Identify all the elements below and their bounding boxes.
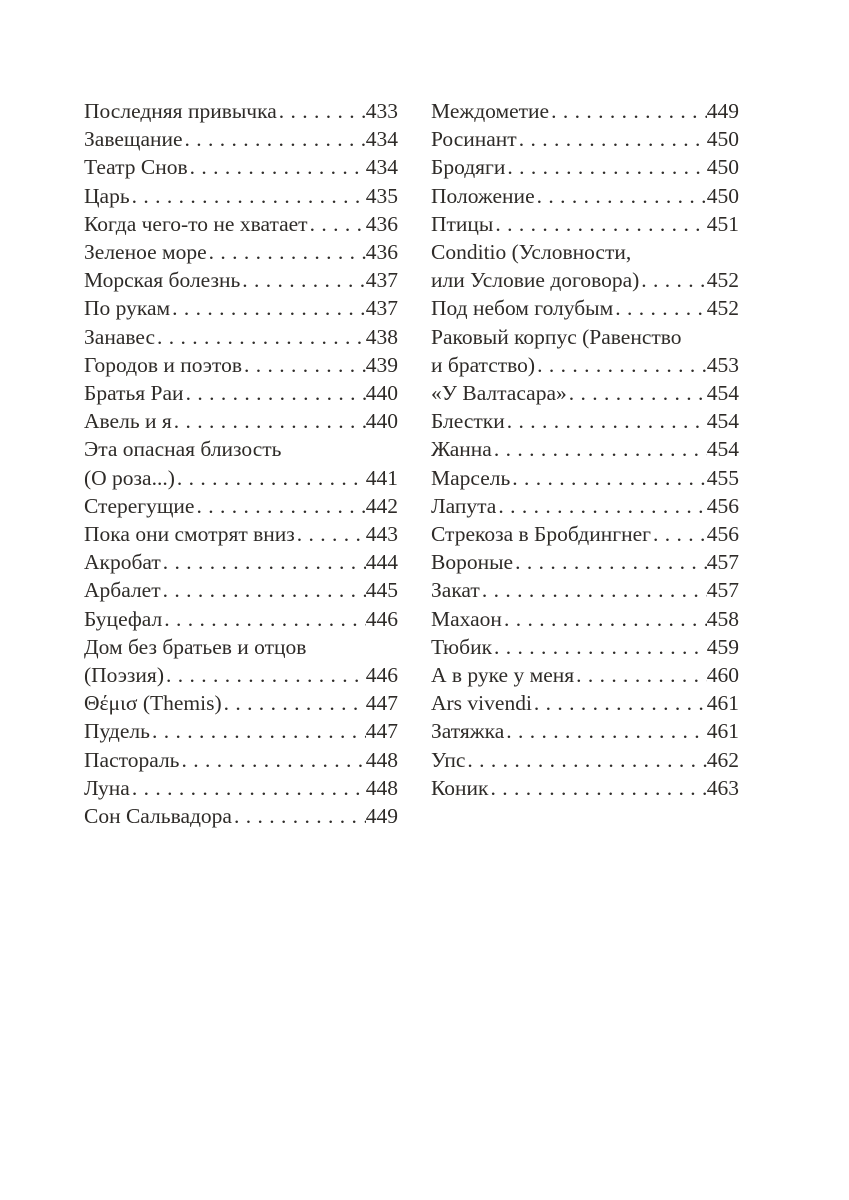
toc-entry [431,238,739,294]
toc-entry-title: Положение [431,183,535,208]
toc-entry-page: 442 [365,493,398,518]
toc-entry-title: (Поэзия) [84,663,164,688]
toc-entry-page: 454 [706,381,739,406]
toc-entry-row [431,266,739,294]
dot-leader [196,492,365,520]
toc-entry [431,633,739,661]
toc-entry-title: Стерегущие [84,493,195,518]
toc-entry [84,520,398,548]
toc-entry-row [84,153,398,181]
toc-entry-page: 447 [365,719,398,744]
dot-leader [512,464,706,492]
toc-entry-title: Царь [84,183,130,208]
toc-entry [431,548,739,576]
toc-entry [84,746,398,774]
toc-entry-title: Вороные [431,550,514,575]
toc-entry-title: Закат [431,578,480,603]
toc-entry-row [431,351,739,379]
toc-entry-page: 433 [365,99,398,123]
toc-entry-page: 446 [365,606,398,631]
dot-leader [157,323,366,351]
dot-leader [506,717,706,745]
toc-entry [84,633,398,689]
dot-leader [177,464,366,492]
toc-entry-row [84,746,398,774]
toc-entry-page: 453 [706,352,739,377]
toc-entry-title: По рукам [84,296,171,321]
dot-leader [569,379,707,407]
toc-entry-row [431,520,739,548]
toc-entry-title: Марсель [431,465,511,490]
dot-leader [132,774,366,802]
toc-entry-row [431,407,739,435]
toc-entry-page: 449 [365,804,398,829]
toc-entry [84,238,398,266]
dot-leader [507,153,706,181]
dot-leader [653,520,707,548]
dot-leader [482,576,707,604]
toc-entry-row [84,379,398,407]
toc-entry-title: Занавес [84,324,156,349]
toc-entry-title-line1: Дом без братьев и отцов [84,634,307,659]
toc-entry-page: 456 [706,522,739,547]
toc-entry [84,379,398,407]
toc-entry-title: Последняя привычка [84,99,277,123]
toc-entry [84,717,398,745]
toc-entry-page: 463 [706,775,739,800]
toc-entry-title: Упс [431,747,466,772]
toc-entry [431,717,739,745]
toc-entry-title: Театр Снов [84,155,188,180]
toc-entry [84,266,398,294]
toc-entry-row [431,379,739,407]
toc-entry [84,210,398,238]
toc-entry-title: Лапута [431,493,497,518]
toc-entry-page: 441 [365,465,398,490]
toc-entry [84,125,398,153]
toc-entry-row [431,492,739,520]
toc-entry-title: Птицы [431,211,494,236]
toc-entry-page: 461 [706,691,739,716]
toc-entry-row [84,97,398,125]
dot-leader [166,661,366,689]
toc-entry-row [431,576,739,604]
toc-entry [431,125,739,153]
dot-leader [504,605,707,633]
dot-leader [190,153,366,181]
toc-entry-row [84,576,398,604]
toc-entry-page: 446 [365,663,398,688]
toc-entry-page: 447 [365,691,398,716]
toc-entry-row [431,97,739,125]
toc-entry-page: 449 [706,99,739,123]
toc-entry-row [431,294,739,322]
toc-entry [431,407,739,435]
toc-entry-row [84,464,398,492]
toc-entry-title: Морская болезнь [84,268,241,293]
toc-entry-title: Θέμισ (Themis) [84,691,222,716]
toc-entry-row [84,238,398,266]
toc-entry-page: 454 [706,409,739,434]
dot-leader [172,294,366,322]
toc-entry-title: Акробат [84,550,161,575]
toc-entry-row [84,802,398,830]
toc-entry-page: 444 [365,550,398,575]
toc-entry-row [84,661,398,689]
toc-entry [431,210,739,238]
dot-leader [152,717,366,745]
toc-entry-row [84,323,398,351]
toc-entry-title: Завещание [84,127,183,152]
toc-entry [84,548,398,576]
dot-leader [495,210,706,238]
toc-entry-row [431,153,739,181]
dot-leader [186,379,366,407]
toc-entry [431,661,739,689]
dot-leader [310,210,366,238]
toc-entry-page: 452 [706,296,739,321]
toc-entry-page: 448 [365,747,398,772]
toc-entry-page: 438 [365,324,398,349]
dot-leader [467,746,706,774]
toc-entry-page: 458 [706,606,739,631]
toc-entry-title: Городов и поэтов [84,352,243,377]
toc-entry-title: Авель и я [84,409,172,434]
toc-entry-page: 450 [706,155,739,180]
toc-entry [431,323,739,379]
toc-entry-page: 450 [706,183,739,208]
dot-leader [534,689,707,717]
toc-entry-page: 437 [365,268,398,293]
toc-entry [431,97,739,125]
toc-entry-title: Арбалет [84,578,161,603]
toc-entry-title: Зеленое море [84,240,207,265]
toc-entry [431,153,739,181]
dot-leader [163,548,366,576]
toc-entry [431,379,739,407]
dot-leader [182,746,366,774]
toc-entry-title: Бродяги [431,155,506,180]
toc-entry-title: Блестки [431,409,505,434]
toc-entry-row [431,548,739,576]
toc-entry-title: или Условие договора) [431,268,640,293]
toc-entry-page: 450 [706,127,739,152]
toc-entry-title-line1: Эта опасная близость [84,437,282,462]
toc-entry-page: 452 [706,268,739,293]
toc-entry-title: Луна [84,775,130,800]
toc-entry-row [84,407,398,435]
toc-entry [431,520,739,548]
toc-entry-page: 462 [706,747,739,772]
toc-entry-title: Жанна [431,437,492,462]
toc-entry-title: Сон Сальвадора [84,804,232,829]
toc-entry-title: Росинант [431,127,517,152]
toc-entry-row [431,210,739,238]
toc-entry [84,435,398,491]
toc-entry-page: 455 [706,465,739,490]
dot-leader [641,266,706,294]
toc-entry-row [431,435,739,463]
toc-entry [84,182,398,210]
toc-entry [431,464,739,492]
toc-entry-page: 461 [706,719,739,744]
toc-entry-title: Стрекоза в Бробдингнег [431,522,651,547]
dot-leader [551,97,707,125]
toc-entry-title: Буцефал [84,606,163,631]
toc-entry-row [431,717,739,745]
toc-entry [84,605,398,633]
dot-leader [515,548,707,576]
toc-entry-row [431,633,739,661]
toc-entry [431,576,739,604]
dot-leader [498,492,706,520]
toc-entry-row [84,717,398,745]
toc-entry-row [84,266,398,294]
toc-entry-title: Под небом голубым [431,296,614,321]
toc-entry-row [84,520,398,548]
toc-entry [84,802,398,830]
dot-leader [244,351,366,379]
toc-entry-title: Пудель [84,719,150,744]
dot-leader [490,774,706,802]
toc-entry [431,435,739,463]
toc-entry-page: 456 [706,493,739,518]
toc-entry-row [431,661,739,689]
toc-entry-page: 437 [365,296,398,321]
dot-leader [163,576,366,604]
dot-leader [576,661,707,689]
toc-entry-page: 436 [365,211,398,236]
toc-entry-title: «У Валтасара» [431,381,567,406]
toc-entry-page: 457 [706,578,739,603]
toc-entry-row [431,746,739,774]
dot-leader [164,605,365,633]
toc-entry [84,689,398,717]
toc-entry [431,746,739,774]
toc-entry [431,294,739,322]
toc-entry [431,605,739,633]
toc-entry-row [84,210,398,238]
toc-column-left [84,97,398,830]
toc-entry-page: 460 [706,663,739,688]
toc-entry [84,774,398,802]
toc-entry-row [84,125,398,153]
toc-entry-title: (О роза...) [84,465,175,490]
toc-entry [84,576,398,604]
dot-leader [174,407,366,435]
toc-entry-page: 451 [706,211,739,236]
toc-entry-page: 435 [365,183,398,208]
toc-entry-row [84,548,398,576]
toc-entry-title: А в руке у меня [431,663,575,688]
dot-leader [537,182,707,210]
toc-entry [431,182,739,210]
dot-leader [494,435,707,463]
toc-entry-page: 457 [706,550,739,575]
toc-entry-page: 434 [365,127,398,152]
toc-column-right [431,97,739,830]
toc-entry [84,407,398,435]
toc-entry-page: 454 [706,437,739,462]
toc-entry-row [84,605,398,633]
dot-leader [297,520,366,548]
toc-entry-row [84,689,398,717]
toc-entry-title: Тюбик [431,634,493,659]
toc-entry-title-line1: Раковый корпус (Равенство [431,324,682,349]
dot-leader [132,182,366,210]
toc-entry-title: Когда чего-то не хватает [84,211,308,236]
toc-entry-row [431,774,739,802]
toc-entry-row [84,774,398,802]
toc-entry-title: Пока они смотрят вниз [84,522,295,547]
toc-entry-page: 436 [365,240,398,265]
toc-entry [431,774,739,802]
toc-entry-page: 439 [365,352,398,377]
toc-entry-row [84,351,398,379]
toc-entry-title: Пастораль [84,747,180,772]
toc-entry-page: 440 [365,381,398,406]
toc-entry-title-line1: Conditio (Условности, [431,240,632,265]
dot-leader [494,633,707,661]
toc-entry [431,689,739,717]
toc-entry-row [431,182,739,210]
toc-entry [431,492,739,520]
toc-entry-page: 440 [365,409,398,434]
dot-leader [234,802,366,830]
dot-leader [279,97,366,125]
toc-entry-title: Затяжка [431,719,505,744]
toc-entry-row [431,689,739,717]
toc-entry-page: 459 [706,634,739,659]
toc-entry-row [84,294,398,322]
toc-entry-row [84,182,398,210]
toc-entry-title: Братья Раи [84,381,184,406]
toc-entry-page: 445 [365,578,398,603]
toc-entry [84,351,398,379]
toc-entry-page: 448 [365,775,398,800]
toc-entry-row [431,605,739,633]
toc-entry-page: 434 [365,155,398,180]
dot-leader [615,294,707,322]
dot-leader [224,689,366,717]
toc-entry-row [84,492,398,520]
toc-entry-title: и братство) [431,352,536,377]
toc-entry [84,97,398,125]
dot-leader [519,125,707,153]
toc-entry-title: Междометие [431,99,550,123]
toc-entry [84,294,398,322]
toc-entry-row [431,464,739,492]
dot-leader [185,125,366,153]
toc-entry-title: Махаон [431,606,502,631]
toc-entry [84,153,398,181]
toc-entry [84,323,398,351]
dot-leader [537,351,707,379]
toc-entry-row [431,125,739,153]
toc-entry [84,492,398,520]
toc-entry-title: Ars vivendi [431,691,532,716]
toc-entry-page: 443 [365,522,398,547]
dot-leader [242,266,365,294]
dot-leader [209,238,366,266]
dot-leader [507,407,707,435]
toc-entry-title: Коник [431,775,489,800]
